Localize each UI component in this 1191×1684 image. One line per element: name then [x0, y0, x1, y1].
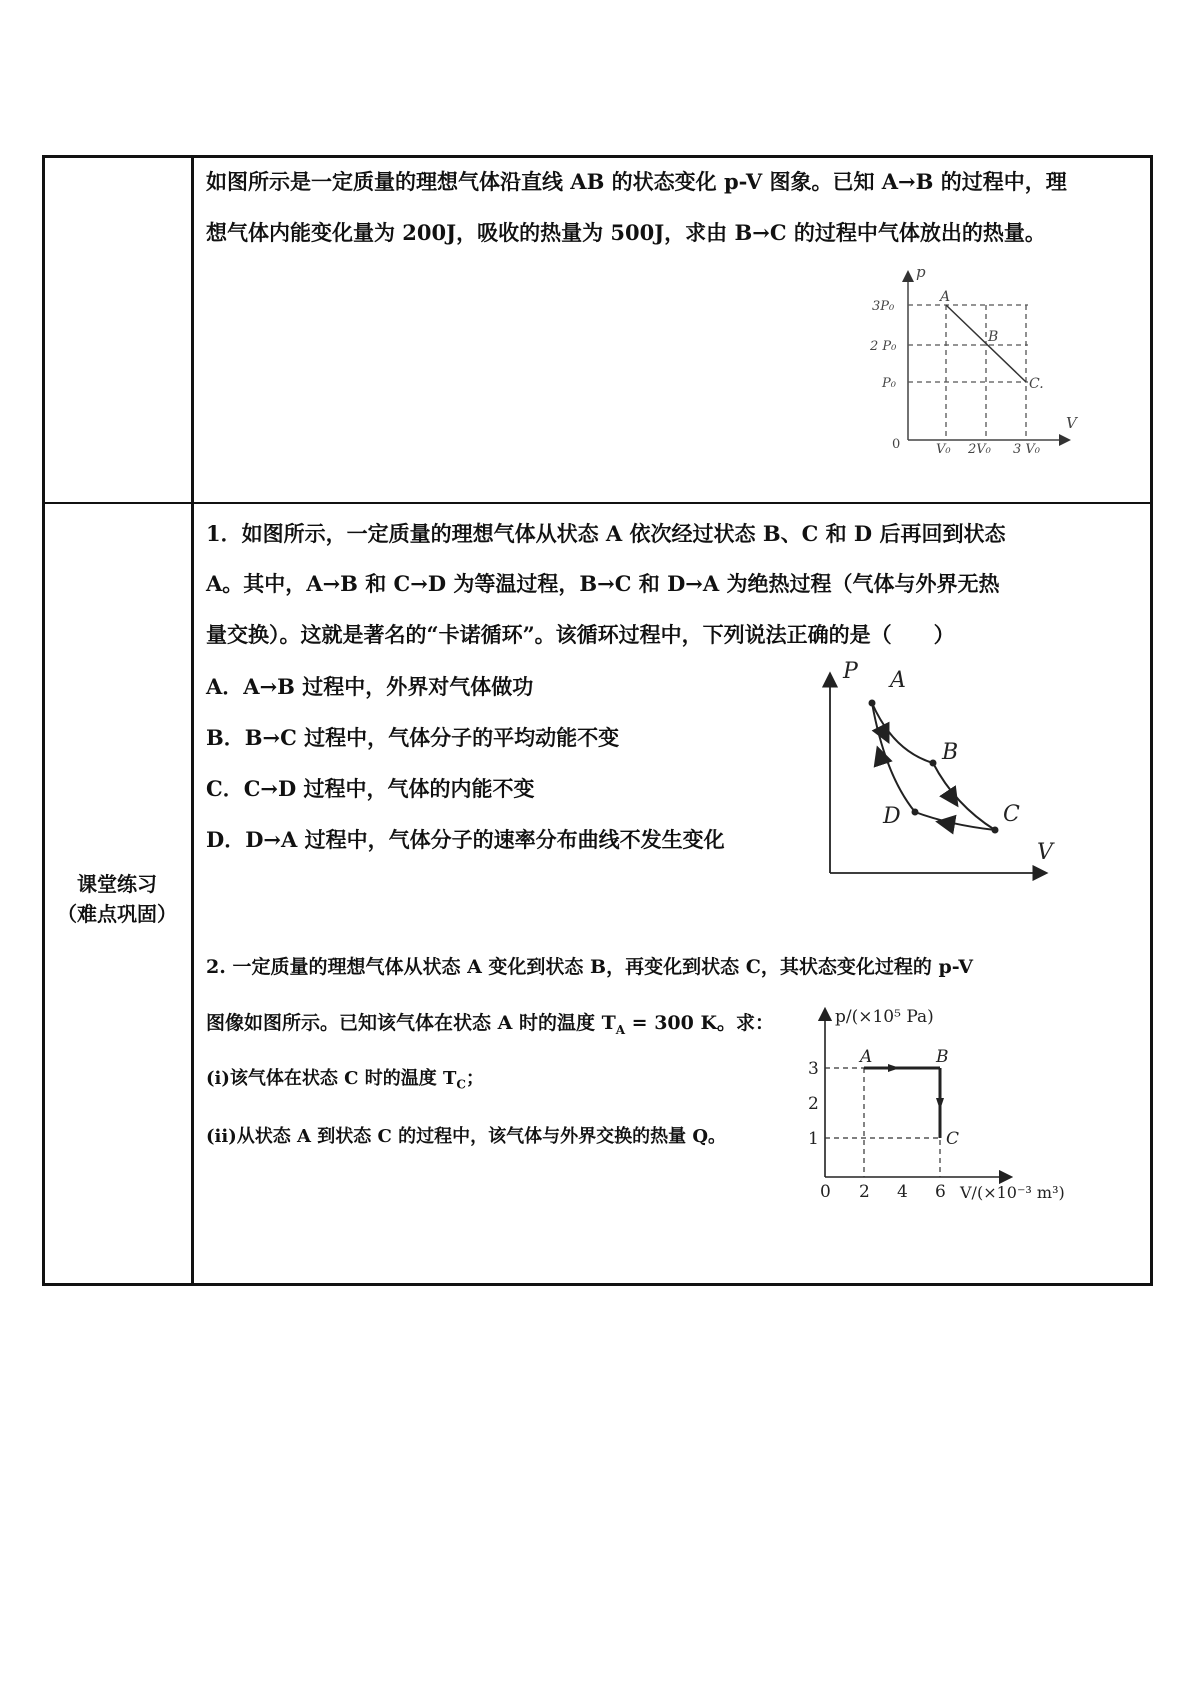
q2-line2-sub: A — [615, 1022, 626, 1037]
point-label-c: C — [1003, 802, 1020, 827]
q1-option-d: D．D→A 过程中，气体分子的速率分布曲线不发生变化 — [206, 827, 725, 852]
v-tick-3: 3 V₀ — [1013, 442, 1041, 455]
v-axis-label: V — [1066, 414, 1077, 432]
p-tick-1: 1 — [808, 1129, 819, 1149]
section-sublabel: （难点巩固） — [57, 902, 177, 926]
point-label-c: C — [946, 1129, 960, 1149]
p-tick-2: 2 — [808, 1094, 819, 1114]
point-label-b: B — [988, 329, 999, 345]
point-label-a: A — [890, 668, 906, 693]
table-col-divider — [191, 155, 194, 1286]
v-tick-4: 4 — [897, 1182, 908, 1202]
p-tick-2: 2 P₀ — [870, 339, 897, 354]
table-top-border — [42, 155, 1153, 158]
point-label-a: A — [860, 1047, 873, 1067]
table-mid-border — [42, 502, 1153, 504]
q2-line2-tail: = 300 K。求： — [625, 1012, 774, 1034]
v-tick-1: V₀ — [936, 442, 951, 455]
q1-option-b: B．B→C 过程中，气体分子的平均动能不变 — [206, 725, 620, 750]
q2-sub1-main: (i)该气体在状态 C 时的温度 T — [206, 1068, 457, 1089]
table-left-border — [42, 155, 45, 1286]
table-bottom-border — [42, 1283, 1153, 1286]
p-tick-1: P₀ — [882, 376, 896, 391]
q2-text-line1: 2. 一定质量的理想气体从状态 A 变化到状态 B，再变化到状态 C，其状态变化过程的 p-V — [206, 956, 973, 978]
carnot-cycle-diagram — [815, 655, 1060, 885]
q1-text-line3: 量交换）。这就是著名的“卡诺循环”。该循环过程中，下列说法正确的是（ ） — [206, 622, 955, 647]
problem-text-line1: 如图所示是一定质量的理想气体沿直线 AB 的状态变化 p-V 图象。已知 A→B 的过程中，理 — [206, 169, 1067, 194]
v-axis-label: V/(×10⁻³ m³) — [960, 1183, 1065, 1202]
problem-text-line2: 想气体内能变化量为 200J，吸收的热量为 500J，求由 B→C 的过程中气体放出的热量。 — [206, 220, 1046, 245]
table-right-border — [1150, 155, 1153, 1286]
point-label-d: D — [883, 804, 901, 829]
q2-sub1-tail: ； — [465, 1068, 484, 1089]
v-tick-0: 0 — [820, 1182, 831, 1202]
v-tick-2: 2 — [859, 1182, 870, 1202]
pv-diagram-abc — [800, 1002, 1080, 1212]
section-label: 课堂练习 — [77, 872, 157, 896]
q2-line2-main: 图像如图所示。已知该气体在状态 A 时的温度 T — [206, 1012, 616, 1034]
q2-sub1 — [206, 1064, 484, 1092]
q1-text-line1: 1．如图所示，一定质量的理想气体从状态 A 依次经过状态 B、C 和 D 后再回到状态 — [206, 521, 1006, 546]
pv-diagram-linear — [868, 265, 1098, 455]
p-axis-label: p — [916, 265, 926, 281]
p-tick-3: 3P₀ — [872, 299, 895, 314]
q2-sub1-sub: C — [456, 1077, 466, 1092]
q2-text-line2 — [206, 1008, 774, 1037]
q1-option-c: C．C→D 过程中，气体的内能不变 — [206, 776, 535, 801]
q1-text-line2: A。其中，A→B 和 C→D 为等温过程，B→C 和 D→A 为绝热过程（气体与外界无热 — [206, 571, 1000, 596]
q2-sub2: (ii)从状态 A 到状态 C 的过程中，该气体与外界交换的热量 Q。 — [206, 1126, 727, 1147]
p-axis-label: P — [843, 659, 858, 684]
v-tick-2: 2V₀ — [968, 442, 991, 455]
v-axis-label: V — [1037, 840, 1053, 865]
q1-option-a: A．A→B 过程中，外界对气体做功 — [206, 674, 534, 699]
point-label-b: B — [936, 1047, 949, 1067]
origin-label: 0 — [892, 437, 901, 452]
p-axis-label: p/(×10⁵ Pa) — [835, 1007, 934, 1027]
v-tick-6: 6 — [935, 1182, 946, 1202]
point-label-b: B — [942, 740, 959, 765]
point-label-a: A — [940, 289, 951, 305]
p-tick-3: 3 — [808, 1059, 819, 1079]
point-label-c: C. — [1029, 376, 1044, 392]
